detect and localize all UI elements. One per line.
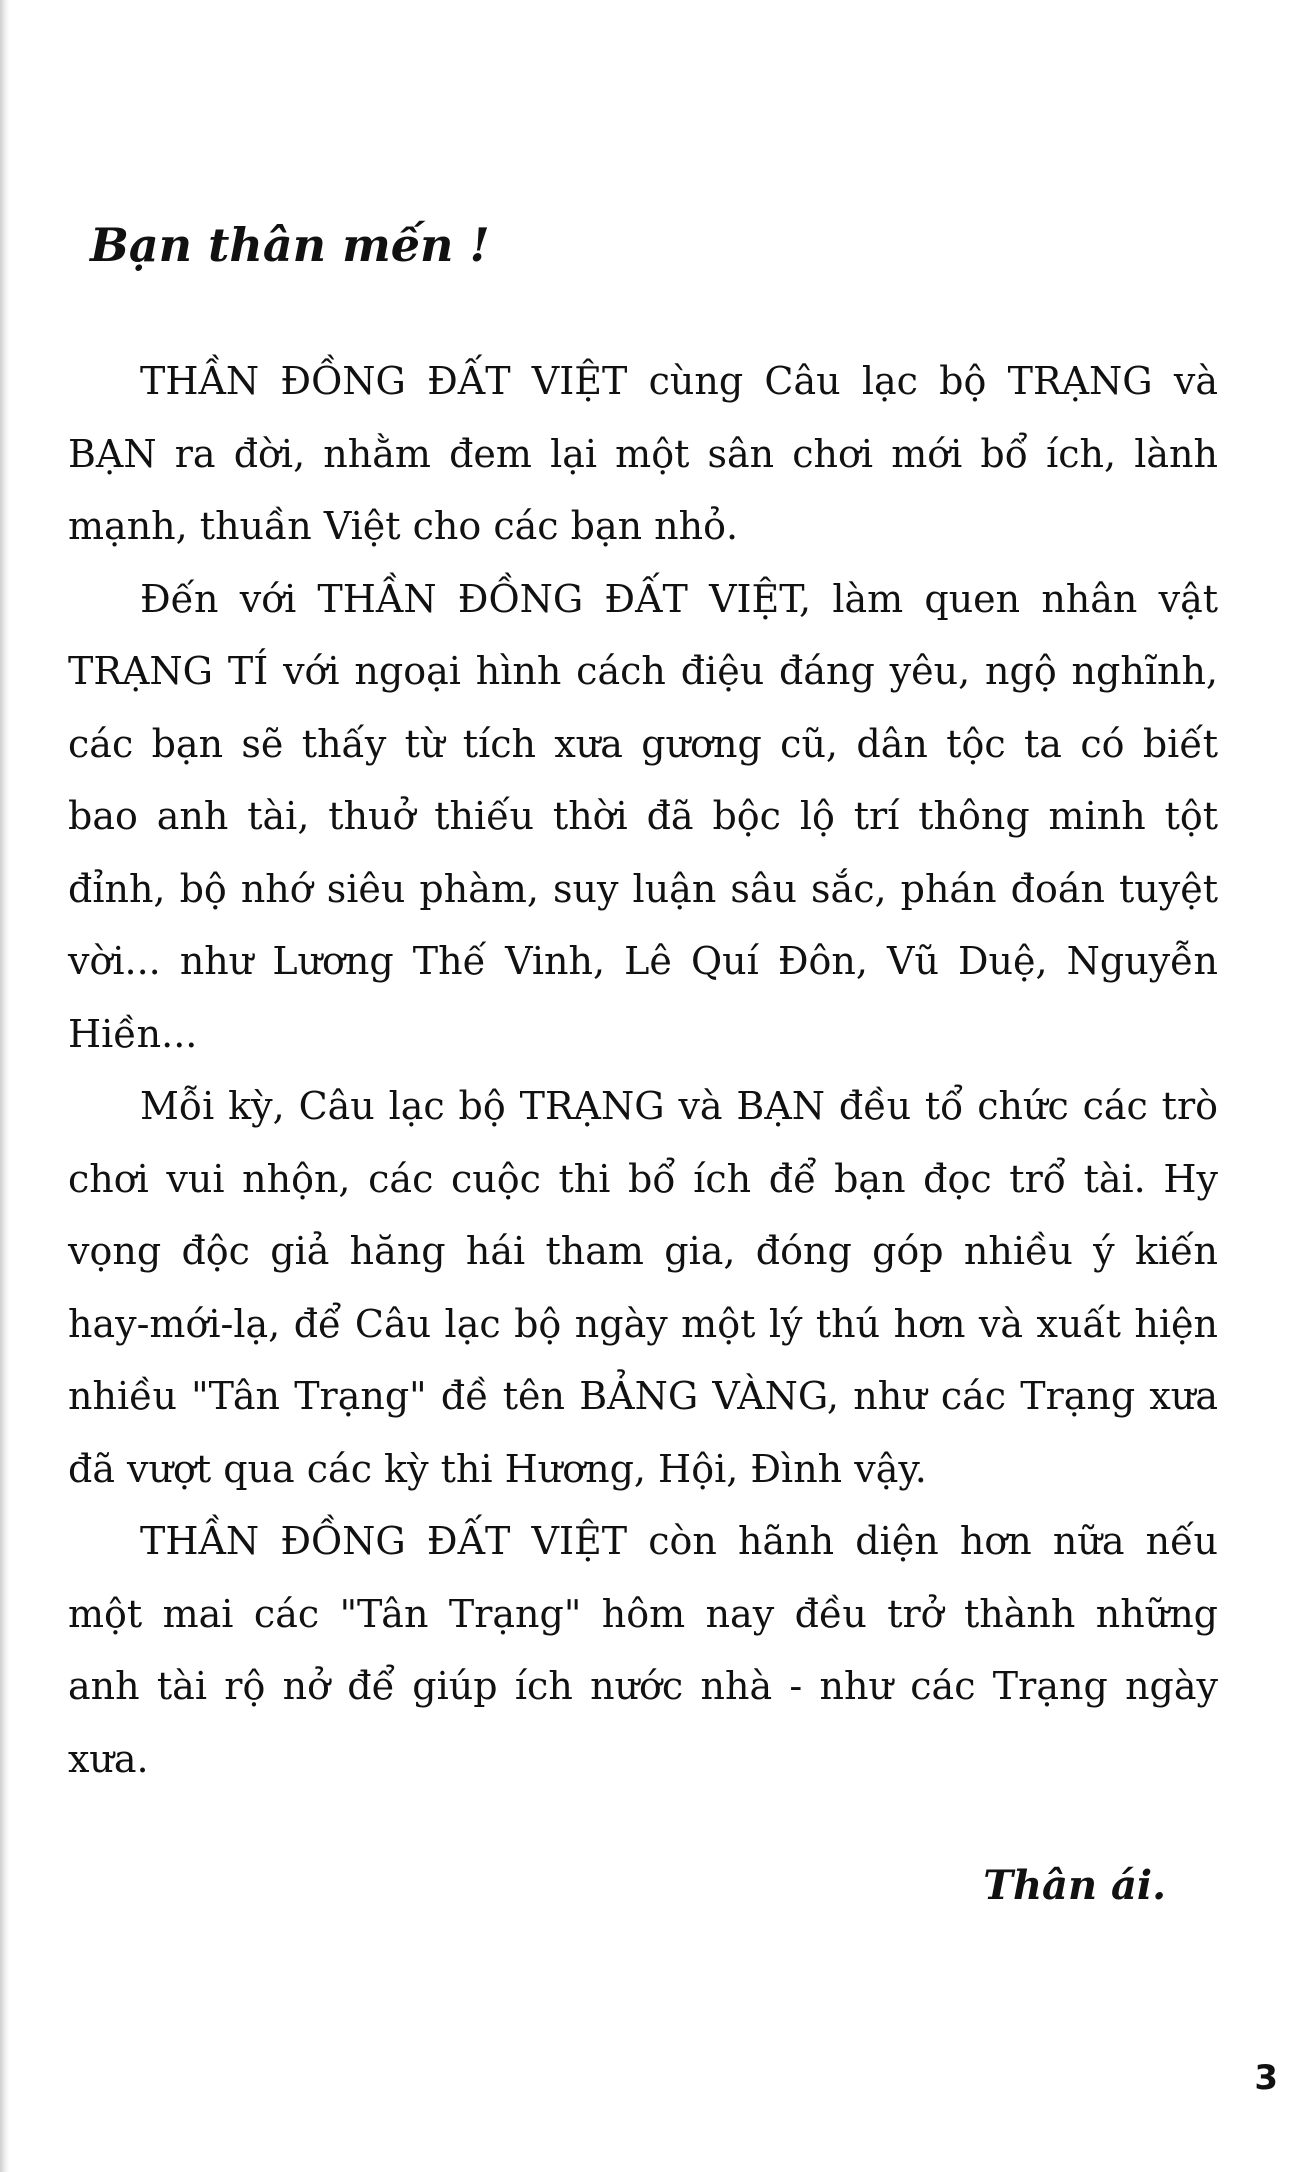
paragraph-intro: THẦN ĐỒNG ĐẤT VIỆT cùng Câu lạc bộ TRẠNG và BẠN ra đời, nhằm đem lại một sân chơi mới bổ ích, lành mạnh, thuần Việt cho các bạn nhỏ. [68, 359, 1218, 548]
signoff: Thân ái. [983, 1862, 1166, 1909]
paragraph-club-activities: Mỗi kỳ, Câu lạc bộ TRẠNG và BẠN đều tổ chức các trò chơi vui nhộn, các cuộc thi bổ ích để bạn đọc trổ tài. Hy vọng độc giả hăng hái tham gia, đóng góp nhiều ý kiến hay-mới-lạ, để Câu lạc bộ ngày một lý thú hơn và xuất hiện nhiều "Tân Trạng" đề tên BẢNG VÀNG, như các Trạng xưa đã vượt qua các kỳ thi Hương, Hội, Đình vậy. [68, 1084, 1218, 1491]
page-number: 3 [1254, 2058, 1278, 2098]
letter-body [68, 345, 1218, 1795]
paragraph-trang-ti: Đến với THẦN ĐỒNG ĐẤT VIỆT, làm quen nhân vật TRẠNG TÍ với ngoại hình cách điệu đáng yêu, ngộ nghĩnh, các bạn sẽ thấy từ tích xưa gương cũ, dân tộc ta có biết bao anh tài, thuở thiếu thời đã bộc lộ trí thông minh tột đỉnh, bộ nhớ siêu phàm, suy luận sâu sắc, phán đoán tuyệt vời... như Lương Thế Vinh, Lê Quí Đôn, Vũ Duệ, Nguyễn Hiền... [68, 576, 1218, 1056]
paragraph-closing-hope: THẦN ĐỒNG ĐẤT VIỆT còn hãnh diện hơn nữa nếu một mai các "Tân Trạng" hôm nay đều trở thành những anh tài rộ nở để giúp ích nước nhà - như các Trạng ngày xưa. [68, 1519, 1218, 1781]
page-binding-edge [0, 0, 10, 2172]
greeting-heading: Bạn thân mến ! [90, 218, 490, 272]
